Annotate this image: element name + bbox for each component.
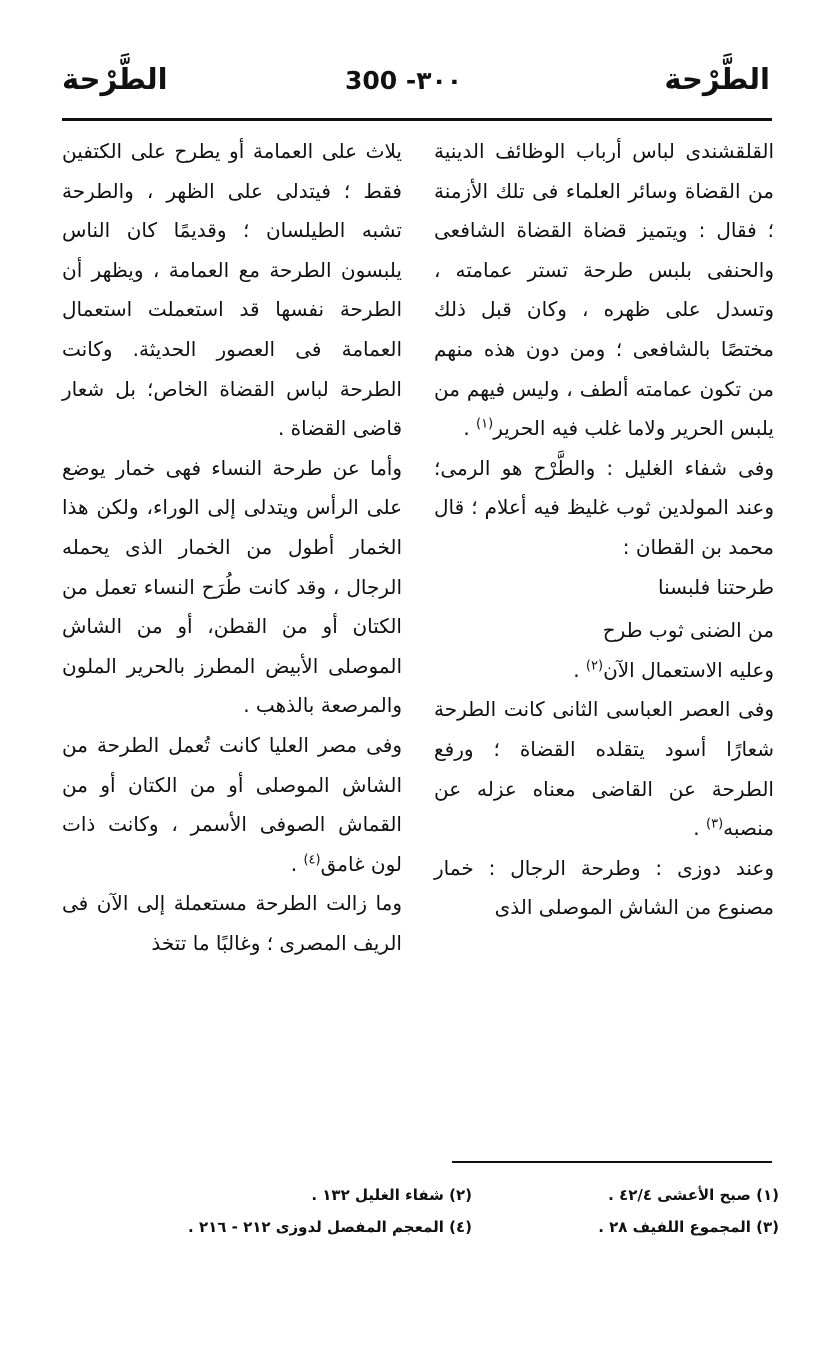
footnote-ref: (٢) bbox=[585, 658, 604, 674]
paragraph: وفى مصر العليا كانت تُعمل الطرحة من الشاش الموصلى أو من الكتان أو من القماش الصوفى الأسمر ، وكانت ذات لون غامق$^{(٤)}$ . bbox=[62, 732, 402, 876]
paragraph: وفى شفاء الغليل : والطَّرْح هو الرمى؛ وعند المولدين ثوب غليظ فيه أعلام ؛ قال محمد بن القطان : bbox=[434, 455, 774, 559]
footnote-rule bbox=[452, 1161, 772, 1163]
footnote-ref: (٣) bbox=[706, 816, 724, 832]
running-title-left: الطَّرْحة bbox=[62, 62, 168, 96]
footnote-ref: (٤) bbox=[303, 852, 321, 868]
paragraph-text: وفى مصر العليا كانت تُعمل الطرحة من الشاش الموصلى أو من الكتان أو من القماش الصوفى الأسمر ، وكانت ذات لون غامق bbox=[62, 732, 402, 876]
paragraph: وعليه الاستعمال الآن$^{(٢)}$ . bbox=[573, 657, 774, 682]
left-column bbox=[62, 132, 402, 1182]
footnote-ref: (١) bbox=[476, 416, 494, 432]
poem-line: من الضنى ثوب طرح bbox=[602, 618, 774, 643]
header-rule bbox=[62, 118, 772, 121]
paragraph-text: القلقشندى لباس أرباب الوظائف الدينية من القضاة وسائر العلماء فى تلك الأزمنة ؛ فقال : ويتميز قضاة القضاة الشافعى والحنفى بلبس طرحة تستر عمامته ، وتسدل على ظهره ، وكان قبل ذلك مختصًا بالشافعى ؛ ومن دون هذه منهم من تكون عمامته ألطف ، وليس فيهم من يلبس الحرير ولاما غلب فيه الحرير bbox=[434, 139, 774, 441]
paragraph: وأما عن طرحة النساء فهى خمار يوضع على الرأس ويتدلى إلى الوراء، ولكن هذا الخمار أطول من الخمار الذى يحمله الرجال ، وقد كانت طُرَح النساء تعمل من الكتان أو من القطن، أو من الشاش الموصلى الأبيض المطرز بالحرير الملون والمرصعة بالذهب . bbox=[62, 455, 402, 718]
paragraph: وما زالت الطرحة مستعملة إلى الآن فى الريف المصرى ؛ وغالبًا ما تتخذ bbox=[62, 891, 402, 955]
paragraph: يلاث على العمامة أو يطرح على الكتفين فقط ؛ فيتدلى على الظهر ، والطرحة تشبه الطيلسان ؛ وقديمًا كان الناس يلبسون الطرحة مع العمامة ، ويظهر أن الطرحة نفسها قد استعملت استعمال العمامة فى العصور الحديثة. وكانت الطرحة لباس القضاة الخاص؛ بل شعار قاضى القضاة . bbox=[62, 139, 402, 441]
paragraph: وعند دوزى : وطرحة الرجال : خمار مصنوع من الشاش الموصلى الذى bbox=[434, 855, 774, 920]
footnote-3: (٣) المجموع اللفيف ٢٨ . bbox=[598, 1218, 779, 1236]
footnote-4: (٤) المعجم المفصل لدوزى ٢١٢ - ٢١٦ . bbox=[188, 1218, 472, 1236]
running-title-right: الطَّرْحة bbox=[664, 62, 770, 96]
footnote-2: (٢) شفاء الغليل ١٣٢ . bbox=[311, 1186, 472, 1204]
footnote-1: (١) صبح الأعشى ٤٢/٤ . bbox=[608, 1186, 779, 1204]
paragraph-text: وفى العصر العباسى الثانى كانت الطرحة شعارًا أسود يتقلده القضاة ؛ ورفع الطرحة عن القاضى معناه عزله عن منصبه bbox=[434, 697, 774, 841]
paragraph: وفى العصر العباسى الثانى كانت الطرحة شعارًا أسود يتقلده القضاة ؛ ورفع الطرحة عن القاضى معناه عزله عن منصبه$^{(٣)}$ . bbox=[434, 697, 774, 841]
poem-line: طرحتنا فلبسنا bbox=[657, 574, 774, 599]
right-column bbox=[434, 132, 774, 1182]
page-number: 300 -٣٠٠ bbox=[345, 66, 463, 95]
paragraph-text: وعليه الاستعمال الآن bbox=[603, 657, 774, 682]
paragraph: القلقشندى لباس أرباب الوظائف الدينية من القضاة وسائر العلماء فى تلك الأزمنة ؛ فقال : ويتميز قضاة القضاة الشافعى والحنفى بلبس طرحة تستر عمامته ، وتسدل على ظهره ، وكان قبل ذلك مختصًا بالشافعى ؛ ومن دون هذه منهم من تكون عمامته ألطف ، وليس فيهم من يلبس الحرير ولاما غلب فيه الحرير$^{(١)}$ . bbox=[434, 139, 774, 441]
